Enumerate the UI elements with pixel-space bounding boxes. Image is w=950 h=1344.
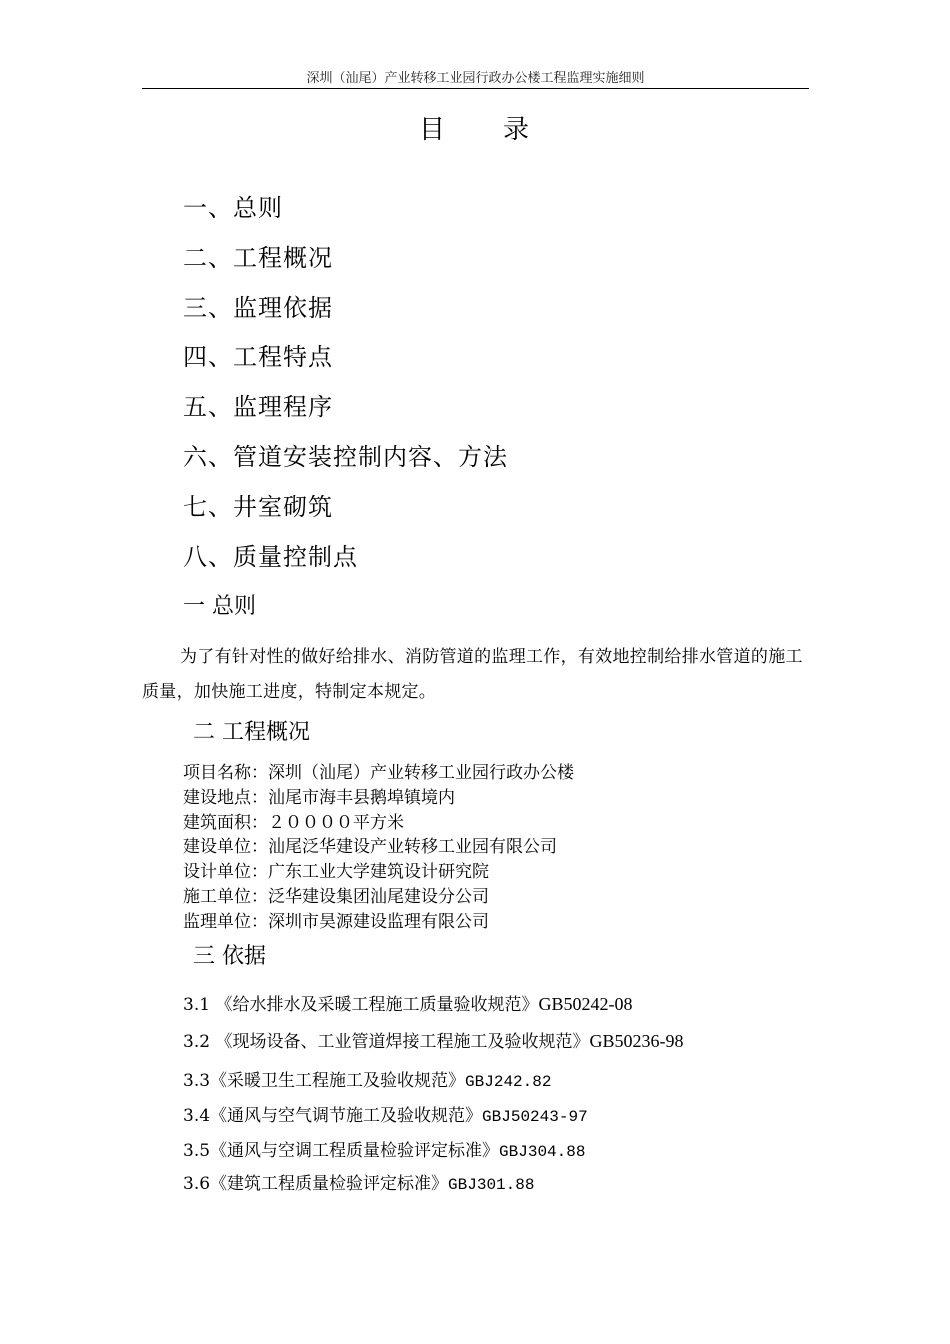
- reference-number: 3.5: [183, 1141, 211, 1161]
- reference-item: [183, 1138, 585, 1165]
- header-rule: [142, 88, 809, 89]
- reference-code: GB50242-08: [538, 994, 633, 1014]
- section-heading-general: 一 总则: [183, 594, 256, 619]
- project-info-item: 建设地点：汕尾市海丰县鹅埠镇境内: [183, 787, 455, 808]
- project-info-item: 监理单位：深圳市昊源建设监理有限公司: [183, 911, 489, 932]
- reference-title: 《现场设备、工业管道焊接工程施工及验收规范》: [215, 1032, 590, 1052]
- reference-number: 3.4: [183, 1106, 211, 1126]
- reference-code: GBJ242.82: [465, 1073, 552, 1091]
- running-header: 深圳（汕尾）产业转移工业园行政办公楼工程监理实施细则: [306, 71, 645, 86]
- toc-item: 五、监理程序: [183, 393, 333, 422]
- reference-item: [183, 1068, 551, 1095]
- reference-number: 3.1: [183, 995, 216, 1015]
- toc-item: 八、质量控制点: [183, 542, 358, 571]
- reference-title: 《给水排水及采暖工程施工质量验收规范》: [215, 995, 539, 1015]
- toc-item: 七、井室砌筑: [183, 492, 333, 521]
- reference-title: 《通风与空气调节施工及验收规范》: [210, 1106, 483, 1126]
- project-info-item: 建筑面积：２００００平方米: [183, 812, 404, 833]
- reference-code: GBJ304.88: [499, 1143, 586, 1161]
- reference-item: [183, 991, 632, 1018]
- reference-number: 3.2: [183, 1032, 216, 1052]
- reference-number: 3.6: [183, 1174, 211, 1194]
- toc-item: 二、工程概况: [183, 243, 333, 272]
- reference-code: GB50236-98: [589, 1031, 684, 1051]
- reference-number: 3.3: [183, 1071, 211, 1091]
- section-heading-basis: 三 依据: [193, 944, 266, 969]
- reference-title: 《通风与空调工程质量检验评定标准》: [210, 1141, 500, 1161]
- general-paragraph: 为了有针对性的做好给排水、消防管道的监理工作，有效地控制给排水管道的施工质量，加快施工进度，特制定本规定。: [142, 647, 803, 702]
- toc-item: 三、监理依据: [183, 293, 333, 322]
- reference-code: GBJ50243-97: [482, 1108, 588, 1126]
- reference-item: [183, 1171, 534, 1198]
- toc-item: 六、管道安装控制内容、方法: [183, 442, 508, 471]
- reference-item: [183, 1028, 683, 1055]
- section-heading-overview: 二 工程概况: [193, 720, 310, 745]
- reference-title: 《建筑工程质量检验评定标准》: [210, 1174, 449, 1194]
- toc-item: 四、工程特点: [183, 343, 333, 372]
- reference-title: 《采暖卫生工程施工及验收规范》: [210, 1071, 466, 1091]
- page-title: 目 录: [418, 115, 531, 145]
- toc-item: 一、总则: [183, 194, 283, 222]
- project-info-list: [183, 761, 574, 935]
- project-info-item: 设计单位：广东工业大学建筑设计研究院: [183, 862, 489, 883]
- reference-code: GBJ301.88: [448, 1176, 535, 1194]
- project-info-item: 施工单位：泛华建设集团汕尾建设分公司: [183, 886, 489, 907]
- project-info-item: 建设单位：汕尾泛华建设产业转移工业园有限公司: [183, 837, 557, 858]
- table-of-contents: [183, 188, 508, 586]
- project-info-item: 项目名称：深圳（汕尾）产业转移工业园行政办公楼: [183, 763, 574, 783]
- reference-item: [183, 1103, 588, 1130]
